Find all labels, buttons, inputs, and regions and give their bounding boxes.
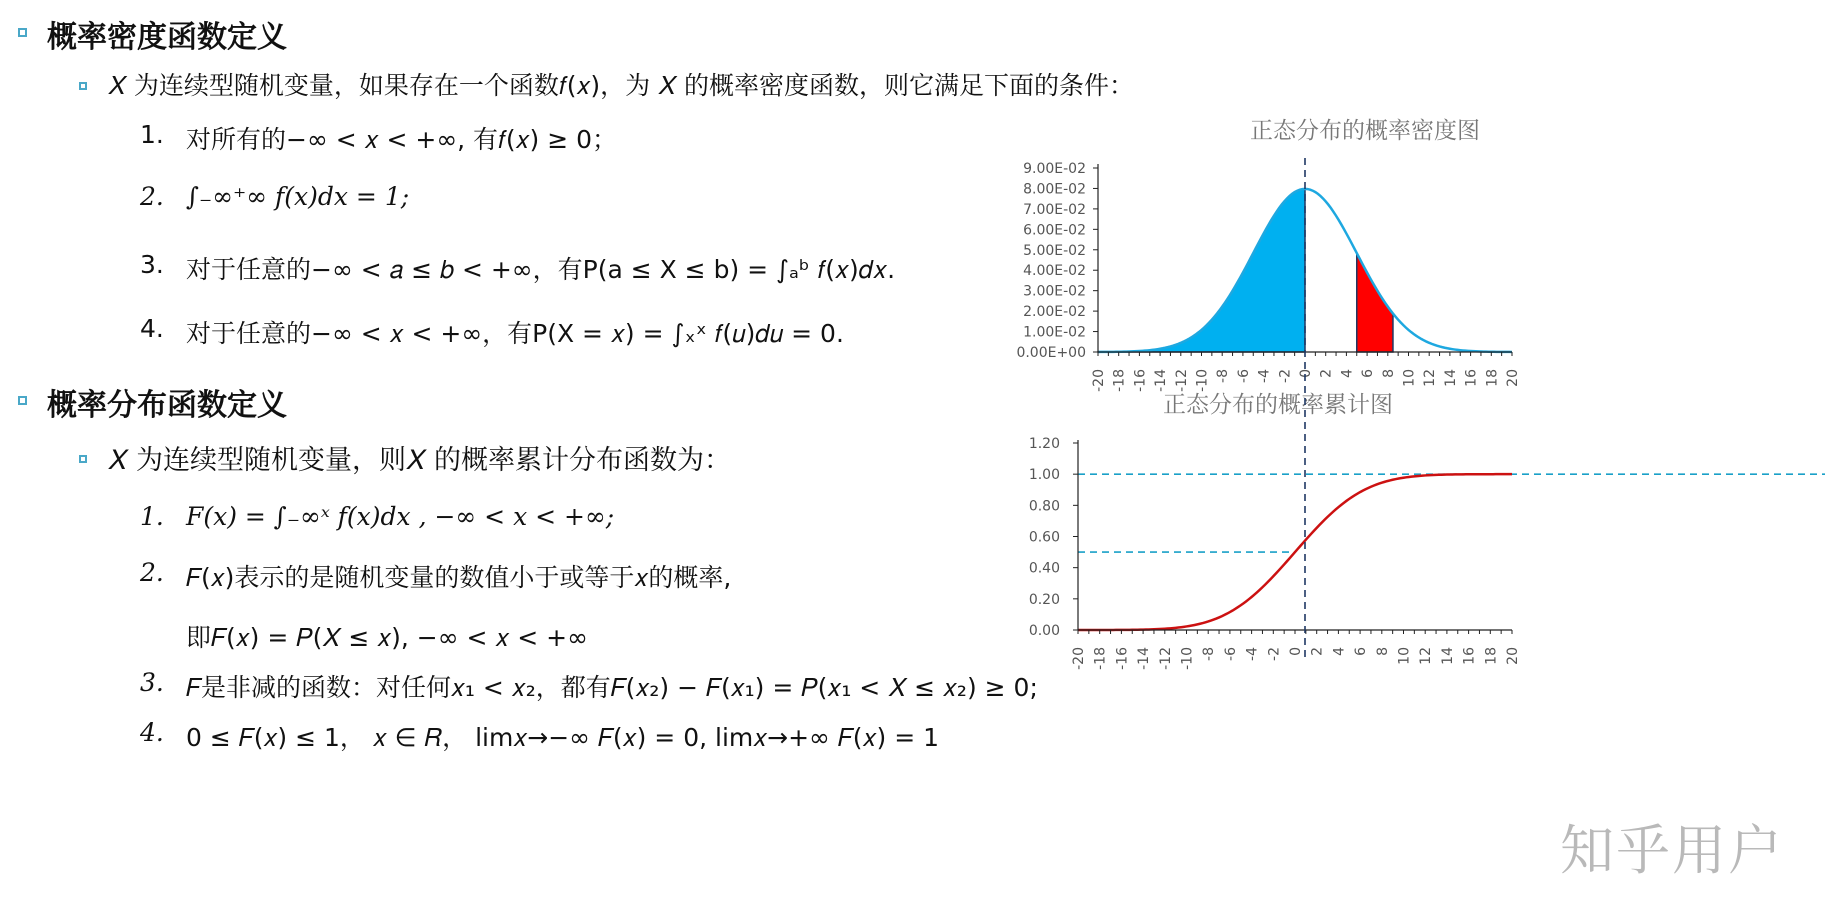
item-number: 2. bbox=[140, 558, 164, 587]
chart1-x-tick-label: -14 bbox=[1153, 369, 1170, 392]
section1-heading: 概率密度函数定义 bbox=[47, 20, 287, 55]
chart2-x-tick-label: -10 bbox=[1179, 647, 1196, 670]
chart2-title: 正态分布的概率累计图 bbox=[1163, 392, 1393, 418]
chart1-x-tick-label: 2 bbox=[1318, 369, 1335, 378]
chart1-y-tick-label: 5.00E-02 bbox=[1023, 242, 1086, 259]
item-number: 4. bbox=[140, 314, 164, 343]
chart2-x-tick-label: -18 bbox=[1092, 647, 1109, 670]
chart2-y-tick-label: 1.20 bbox=[1028, 436, 1060, 452]
chart2-x-tick-label: 20 bbox=[1505, 647, 1521, 665]
chart2-x-tick-label: -12 bbox=[1157, 647, 1174, 670]
chart1-x-tick-label: 12 bbox=[1422, 369, 1439, 387]
item-text: 𝐹(𝑥) = ∫₋∞ˣ 𝑓(𝑥)𝑑𝑥 , −∞ < 𝑥 < +∞; bbox=[186, 502, 615, 531]
chart2-y-tick-label: 0.80 bbox=[1028, 498, 1060, 515]
chart1-y-tick-label: 0.00E+00 bbox=[1016, 345, 1086, 361]
item-text: ∫₋∞⁺∞ 𝑓(𝑥)𝑑𝑥 = 1; bbox=[186, 182, 410, 211]
chart1-x-tick-label: -20 bbox=[1091, 369, 1107, 392]
chart1-x-tick-label: 0 bbox=[1298, 369, 1314, 378]
item-number: 3. bbox=[140, 668, 164, 697]
chart2-y-tick-label: 0.60 bbox=[1028, 529, 1060, 546]
chart1-y-tick-label: 3.00E-02 bbox=[1023, 283, 1086, 300]
chart2-x-tick-label: 2 bbox=[1309, 647, 1326, 656]
chart1-y-tick-label: 7.00E-02 bbox=[1023, 201, 1086, 218]
chart2-x-tick-label: 4 bbox=[1331, 647, 1348, 656]
chart2-x-tick-label: 14 bbox=[1439, 647, 1456, 665]
chart1-y-tick-label: 8.00E-02 bbox=[1023, 181, 1086, 198]
chart2-x-tick-label: -14 bbox=[1136, 647, 1153, 670]
chart1-x-tick-label: 20 bbox=[1505, 369, 1521, 387]
chart1-x-tick-label: 4 bbox=[1339, 369, 1356, 378]
chart1-x-tick-label: -4 bbox=[1256, 369, 1273, 383]
item-text: 0 ≤ 𝐹(𝑥) ≤ 1， 𝑥 ∈ 𝑅， lim𝑥→−∞ 𝐹(𝑥) = 0, lim𝑥→+∞ 𝐹(𝑥) = 1 bbox=[186, 723, 939, 752]
chart1-x-tick-label: -2 bbox=[1277, 369, 1294, 383]
chart1-x-tick-label: -16 bbox=[1132, 369, 1149, 392]
chart1-x-tick-label: -6 bbox=[1235, 369, 1252, 383]
chart2-x-tick-label: -2 bbox=[1266, 647, 1283, 661]
chart1-shaded-region-0 bbox=[1098, 189, 1305, 352]
chart2-x-tick-label: -6 bbox=[1222, 647, 1239, 661]
chart1-y-tick-label: 6.00E-02 bbox=[1023, 222, 1086, 239]
chart2-x-tick-label: -4 bbox=[1244, 647, 1261, 661]
item-number: 1. bbox=[140, 502, 164, 531]
item-text: 对于任意的−∞ < 𝑥 < +∞，有P(X = 𝑥) = ∫ₓˣ 𝑓(𝑢)𝑑𝑢 = 0. bbox=[186, 319, 844, 348]
item-number: 1. bbox=[140, 120, 164, 149]
chart2-x-tick-label: 8 bbox=[1374, 647, 1391, 656]
chart2-x-tick-label: 6 bbox=[1353, 647, 1370, 656]
chart1-y-tick-label: 1.00E-02 bbox=[1023, 324, 1086, 341]
chart1-x-tick-label: -12 bbox=[1173, 369, 1190, 392]
chart1-y-tick-label: 2.00E-02 bbox=[1023, 304, 1086, 321]
chart1-x-tick-label: -18 bbox=[1111, 369, 1128, 392]
item-number: 2. bbox=[140, 182, 164, 211]
chart1-shaded-region-1 bbox=[1357, 253, 1393, 352]
chart2-x-tick-label: 12 bbox=[1418, 647, 1435, 665]
chart2-x-tick-label: -20 bbox=[1071, 647, 1087, 670]
chart2-x-tick-label: 18 bbox=[1483, 647, 1500, 665]
section2-heading: 概率分布函数定义 bbox=[47, 388, 287, 423]
chart1-x-tick-label: -10 bbox=[1194, 369, 1211, 392]
item-text: 对于任意的−∞ < 𝑎 ≤ 𝑏 < +∞，有P(a ≤ X ≤ b) = ∫ₐᵇ 𝑓(𝑥)𝑑𝑥. bbox=[186, 255, 896, 284]
chart2-x-tick-label: -8 bbox=[1201, 647, 1218, 661]
section2-intro: 𝑋 为连续型随机变量，则𝑋 的概率累计分布函数为： bbox=[108, 445, 731, 476]
chart1-x-tick-label: 16 bbox=[1463, 369, 1480, 387]
chart1-x-tick-label: 8 bbox=[1380, 369, 1397, 378]
item-text: 𝐹是非减的函数：对任何𝑥₁ < 𝑥₂，都有𝐹(𝑥₂) − 𝐹(𝑥₁) = 𝑃(𝑥₁ < 𝑋 ≤ 𝑥₂) ≥ 0; bbox=[186, 673, 1038, 702]
chart1-title: 正态分布的概率密度图 bbox=[1250, 118, 1480, 144]
chart1-x-tick-label: -8 bbox=[1215, 369, 1232, 383]
chart2-y-tick-label: 1.00 bbox=[1028, 467, 1060, 484]
chart2-y-tick-label: 0.20 bbox=[1028, 591, 1060, 608]
item-number: 3. bbox=[140, 250, 164, 279]
chart2-x-tick-label: 16 bbox=[1461, 647, 1478, 665]
item-number: 4. bbox=[140, 718, 164, 747]
chart1-y-tick-label: 4.00E-02 bbox=[1023, 263, 1086, 280]
chart1-y-tick-label: 9.00E-02 bbox=[1023, 161, 1086, 177]
chart1-x-tick-label: 18 bbox=[1484, 369, 1501, 387]
chart2-y-tick-label: 0.00 bbox=[1028, 623, 1060, 639]
chart2-x-tick-label: -16 bbox=[1114, 647, 1131, 670]
chart2-y-tick-label: 0.40 bbox=[1028, 560, 1060, 577]
chart2-x-tick-label: 10 bbox=[1396, 647, 1413, 665]
item-text: 𝐹(𝑥)表示的是随机变量的数值小于或等于𝑥的概率, bbox=[186, 563, 732, 592]
chart1-x-tick-label: 10 bbox=[1401, 369, 1418, 387]
section1-intro: 𝑋 为连续型随机变量，如果存在一个函数𝑓(𝑥)，为 𝑋 的概率密度函数，则它满足下面的条件： bbox=[108, 71, 1135, 100]
chart2-x-tick-label: 0 bbox=[1288, 647, 1304, 656]
watermark: 知乎用户 bbox=[1560, 819, 1784, 882]
chart1-x-tick-label: 14 bbox=[1442, 369, 1459, 387]
item-text: 对所有的−∞ < 𝑥 < +∞, 有𝑓(𝑥) ≥ 0； bbox=[186, 125, 617, 154]
item-text: 即𝐹(𝑥) = 𝑃(𝑋 ≤ 𝑥), −∞ < 𝑥 < +∞ bbox=[186, 623, 588, 652]
chart1-x-tick-label: 6 bbox=[1360, 369, 1377, 378]
